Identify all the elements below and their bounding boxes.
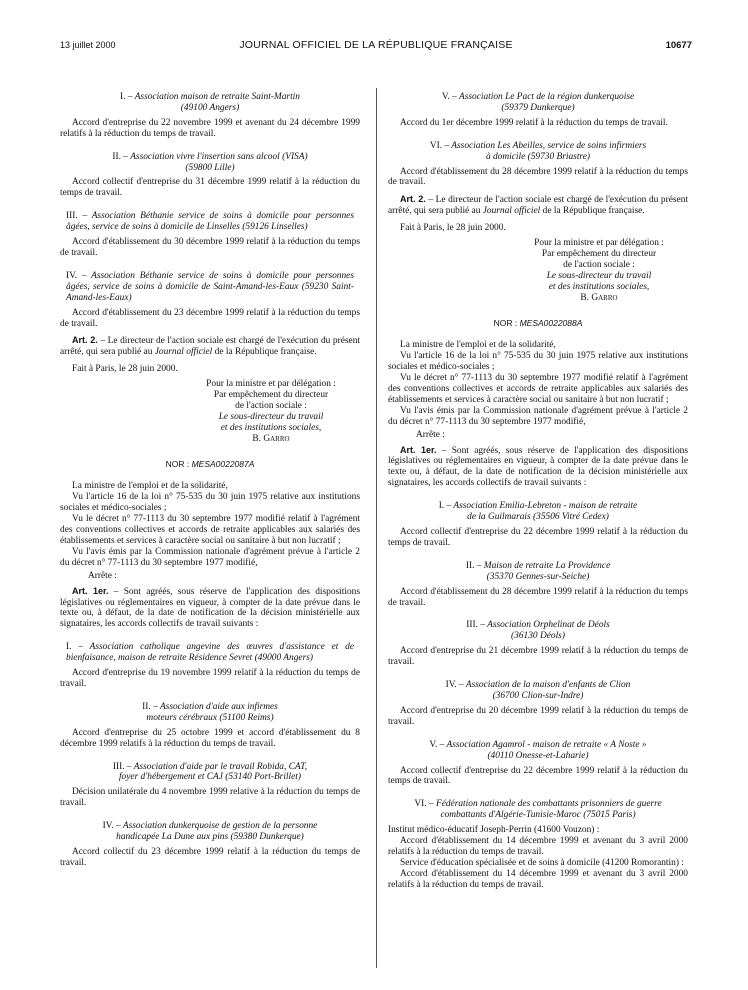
nor-reference: NOR : MESA0022088A (493, 317, 583, 328)
right-column (388, 92, 688, 891)
entry-heading: VI. – Fédération nationale des combattants prisonniers de guerre combattants d'Algérie-Tunisie-Maroc (75015 Paris) (414, 799, 662, 821)
signatory-name: B. Garro (580, 292, 618, 303)
establishment-label: Institut médico-éducatif Joseph-Perrin (41600 Vouzon) : (388, 825, 600, 836)
fait-a-paris: Fait à Paris, le 28 juin 2000. (400, 223, 506, 234)
entry-text: Accord d'établissement du 14 décembre 1999 et avenant du 3 avril 2000 relatifs à la réduction du temps de travail. (388, 836, 688, 857)
entry-heading: I. – Association catholique angevine des œuvres d'assistance et de bienfaisance, maison de retraite Résidence Sevret (49000 Angers) (66, 642, 354, 664)
article-2: Art. 2. – Le directeur de l'action sociale est chargé de l'exécution du présent arrêté, qui sera publié au Journal officiel de la République française. (388, 194, 688, 217)
signature-line: Pour la ministre et par délégation : (534, 238, 664, 249)
entry-heading: I. – Association maison de retraite Saint-Martin (49100 Angers) (120, 92, 300, 113)
signature-line: de l'action sociale : (235, 400, 307, 411)
page-number: 10677 (665, 40, 692, 51)
entry-text: Accord d'entreprise du 21 décembre 1999 relatif à la réduction du temps de travail. (388, 646, 688, 668)
entry-heading: III. – Association Orphelinat de Déols (36130 Déols) (466, 620, 610, 642)
signature-line: et des institutions sociales, (548, 281, 650, 292)
signature-line: et des institutions sociales, (220, 422, 322, 433)
entry-heading: VI. – Association Les Abeilles, service de soins infirmiers à domicile (59730 Briastre) (429, 140, 647, 162)
article-1: Art. 1er. – Sont agréés, sous réserve de l'application des dispositions législatives ou réglementaires en vigueur, à compter de la date prévue dans le texte ou, à défaut, de la date de notification de la décision ministérielle aux signataires, les accords collectifs de travail suivants : (388, 444, 688, 489)
entry-text: Accord d'établissement du 23 décembre 1999 relatif à la réduction du temps de travail. (60, 307, 360, 329)
entry-heading: II. – Association d'aide aux infirmes moteurs cérébraux (51100 Reims) (142, 701, 278, 723)
fait-a-paris: Fait à Paris, le 28 juin 2000. (72, 364, 178, 375)
entry-text: Accord du 1er décembre 1999 relatif à la réduction du temps de travail. (400, 117, 668, 128)
preamble: Vu le décret n° 77-1113 du 30 septembre 1977 modifié relatif à l'agrément des conventions collectives et accords de retraite applicables aux salariés des établissements et services à caractère social ou sanitaire à but non lucratif ; (60, 514, 360, 546)
page-header (60, 40, 692, 56)
entry-text: Accord d'établissement du 28 décembre 1999 relatif à la réduction du temps de travail. (388, 166, 688, 188)
establishment-label: Service d'éducation spécialisée et de soins à domicile (41200 Romorantin) : (400, 857, 684, 868)
entry-text: Accord collectif du 23 décembre 1999 relatif à la réduction du temps de travail. (60, 846, 360, 868)
journal-title: JOURNAL OFFICIEL DE LA RÉPUBLIQUE FRANÇAISE (239, 39, 513, 51)
entry-text: Accord collectif d'entreprise du 31 décembre 1999 relatif à la réduction du temps de travail. (60, 177, 360, 199)
preamble: Vu le décret n° 77-1113 du 30 septembre 1977 modifié relatif à l'agrément des conventions collectives et accords de retraite applicables aux salariés des établissements et services à caractère social ou sanitaire à but non lucratif ; (388, 373, 688, 405)
preamble: Vu l'avis émis par la Commission nationale d'agrément prévue à l'article 2 du décret n° 77-1113 du 30 septembre 1977 modifié, (60, 546, 360, 568)
entry-heading: II. – Maison de retraite La Providence (35370 Gennes-sur-Seiche) (465, 560, 611, 582)
entry-heading: IV. – Association dunkerquoise de gestion de la personne handicapée La Dune aux pins (59380 Dunkerque) (102, 821, 318, 843)
signatory-name: B. Garro (252, 433, 290, 444)
entry-heading: IV. – Association Béthanie service de soins à domicile pour personnes âgées, service de soins à domicile de Saint-Amand-les-Eaux (59230 Saint-Amand-les-Eaux) (66, 270, 354, 303)
preamble: Vu l'avis émis par la Commission nationale d'agrément prévue à l'article 2 du décret n° 77-1113 du 30 septembre 1977 modifié, (388, 405, 688, 427)
entry-text: Accord collectif d'entreprise du 22 décembre 1999 relatif à la réduction du temps de travail. (388, 527, 688, 548)
entry-heading: II. – Association vivre l'insertion sans alcool (VISA) (59800 Lille) (112, 151, 308, 173)
arrete-heading: Arrête : (88, 570, 117, 581)
signature-line: Le sous-directeur du travail (218, 411, 324, 422)
entry-heading: III. – Association Béthanie service de soins à domicile pour personnes âgées, service de soins à domicile de Linselles (59126 Linselles) (66, 211, 354, 233)
header-date: 13 juillet 2000 (60, 40, 116, 50)
entry-text: Accord d'établissement du 28 décembre 1999 relatif à la réduction du temps de travail. (388, 586, 688, 608)
entry-text: Accord d'entreprise du 25 octobre 1999 et accord d'établissement du 8 décembre 1999 relatifs à la réduction du temps de travail. (60, 727, 360, 749)
entry-heading: IV. – Association de la maison d'enfants de Clion (36700 Clion-sur-Indre) (445, 680, 631, 701)
preamble: Vu l'article 16 de la loi n° 75-535 du 30 juin 1975 relative aux institutions sociales et médico-sociales ; (60, 492, 360, 514)
entry-text: Accord d'entreprise du 22 novembre 1999 et avenant du 24 décembre 1999 relatifs à la réduction du temps de travail. (60, 117, 360, 139)
signature-line: Pour la ministre et par délégation : (206, 379, 336, 390)
nor-reference: NOR : MESA0022087A (165, 458, 255, 469)
entry-heading: V. – Association Le Pact de la région dunkerquoise (59379 Dunkerque) (441, 92, 635, 113)
entry-heading: I. – Association Emilia-Lebreton - maison de retraite de la Guilmarais (35506 Vitré Cedex) (438, 501, 638, 523)
preamble: La ministre de l'emploi et de la solidarité, (72, 481, 228, 492)
entry-text: Accord d'entreprise du 20 décembre 1999 relatif à la réduction du temps de travail. (388, 705, 688, 727)
entry-heading: III. – Association d'aide par le travail Robida, CAT, foyer d'hébergement et CAJ (53140 Port-Brillet) (112, 761, 308, 783)
signature-line: Par empêchement du directeur (541, 248, 657, 259)
entry-text: Accord d'entreprise du 19 novembre 1999 relatif à la réduction du temps de travail. (60, 668, 360, 689)
signature-line: Le sous-directeur du travail (546, 270, 652, 281)
preamble: Vu l'article 16 de la loi n° 75-535 du 30 juin 1975 relative aux institutions sociales et médico-sociales ; (388, 351, 688, 373)
entry-text: Décision unilatérale du 4 novembre 1999 relative à la réduction du temps de travail. (60, 787, 360, 809)
article-2: Art. 2. – Le directeur de l'action sociale est chargé de l'exécution du présent arrêté, qui sera publié au Journal officiel de la République française. (60, 335, 360, 358)
article-1: Art. 1er. – Sont agréés, sous réserve de l'application des dispositions législatives ou réglementaires en vigueur, à compter de la date prévue dans le texte ou, à défaut, de la date de notification de la décision ministérielle aux signataires, les accords collectifs de travail suivants : (60, 585, 360, 630)
entry-text: Accord collectif d'entreprise du 22 décembre 1999 relatif à la réduction du temps de travail. (388, 765, 688, 787)
entry-heading: V. – Association Agamrol - maison de retraite « A Noste » (40110 Onesse-et-Laharie) (429, 739, 647, 761)
entry-text: Accord d'établissement du 30 décembre 1999 relatif à la réduction du temps de travail. (60, 237, 360, 258)
arrete-heading: Arrête : (416, 429, 445, 440)
column-divider (376, 88, 377, 968)
preamble: La ministre de l'emploi et de la solidarité, (400, 340, 556, 351)
left-column (60, 92, 360, 869)
signature-line: de l'action sociale : (563, 259, 635, 270)
signature-line: Par empêchement du directeur (213, 390, 329, 401)
entry-text: Accord d'établissement du 14 décembre 1999 et avenant du 3 avril 2000 relatifs à la réduction du temps de travail. (388, 868, 688, 890)
